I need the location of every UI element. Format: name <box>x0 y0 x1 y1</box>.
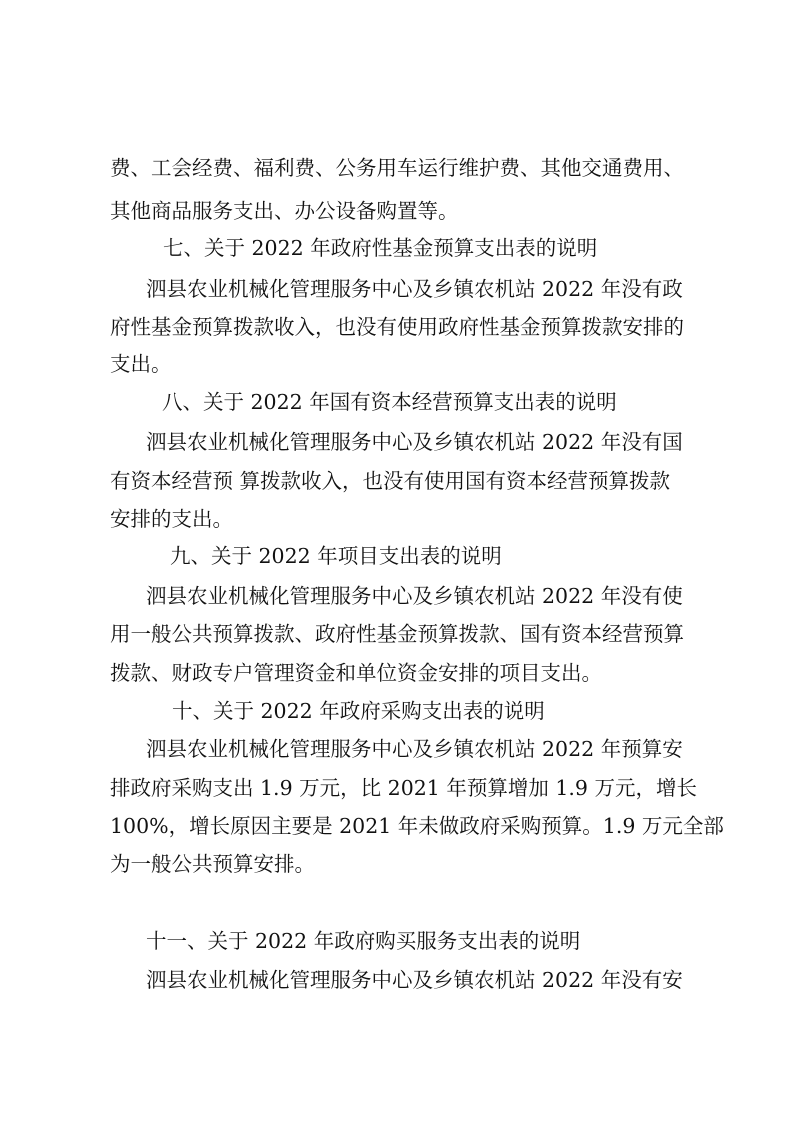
section-heading-11: 十一、关于 2022 年政府购买服务支出表的说明 <box>146 929 581 953</box>
body-text-line: 泗县农业机械化管理服务中心及乡镇农机站 2022 年没有安 <box>146 968 683 992</box>
body-text-line: 费、工会经费、福利费、公务用车运行维护费、其他交通费用、 <box>110 156 684 180</box>
section-heading-10: 十、关于 2022 年政府采购支出表的说明 <box>172 699 545 723</box>
section-heading-9: 九、关于 2022 年项目支出表的说明 <box>170 544 502 568</box>
body-text-line: 府性基金预算拨款收入，也没有使用政府性基金预算拨款安排的 <box>110 315 684 339</box>
body-text-line: 支出。 <box>110 352 172 376</box>
body-text-line: 泗县农业机械化管理服务中心及乡镇农机站 2022 年没有国 <box>146 430 683 454</box>
body-text-line: 排政府采购支出 1.9 万元，比 2021 年预算增加 1.9 万元，增长 <box>110 776 697 800</box>
body-text-line: 其他商品服务支出、办公设备购置等。 <box>110 199 459 223</box>
body-text-line: 安排的支出。 <box>110 507 233 531</box>
body-text-line: 泗县农业机械化管理服务中心及乡镇农机站 2022 年预算安 <box>146 737 683 761</box>
body-text-line: 泗县农业机械化管理服务中心及乡镇农机站 2022 年没有政 <box>146 277 683 301</box>
body-text-line: 有资本经营预 算拨款收入，也没有使用国有资本经营预算拨款 <box>110 469 671 493</box>
body-text-line: 100%，增长原因主要是 2021 年未做政府采购预算。1.9 万元全部 <box>110 814 724 838</box>
body-text-line: 用一般公共预算拨款、政府性基金预算拨款、国有资本经营预算 <box>110 622 684 646</box>
body-text-line: 泗县农业机械化管理服务中心及乡镇农机站 2022 年没有使 <box>146 584 683 608</box>
section-heading-8: 八、关于 2022 年国有资本经营预算支出表的说明 <box>162 390 617 414</box>
body-text-line: 为一般公共预算安排。 <box>110 852 315 876</box>
body-text-line: 拨款、财政专户管理资金和单位资金安排的项目支出。 <box>110 661 602 685</box>
section-heading-7: 七、关于 2022 年政府性基金预算支出表的说明 <box>163 236 598 260</box>
